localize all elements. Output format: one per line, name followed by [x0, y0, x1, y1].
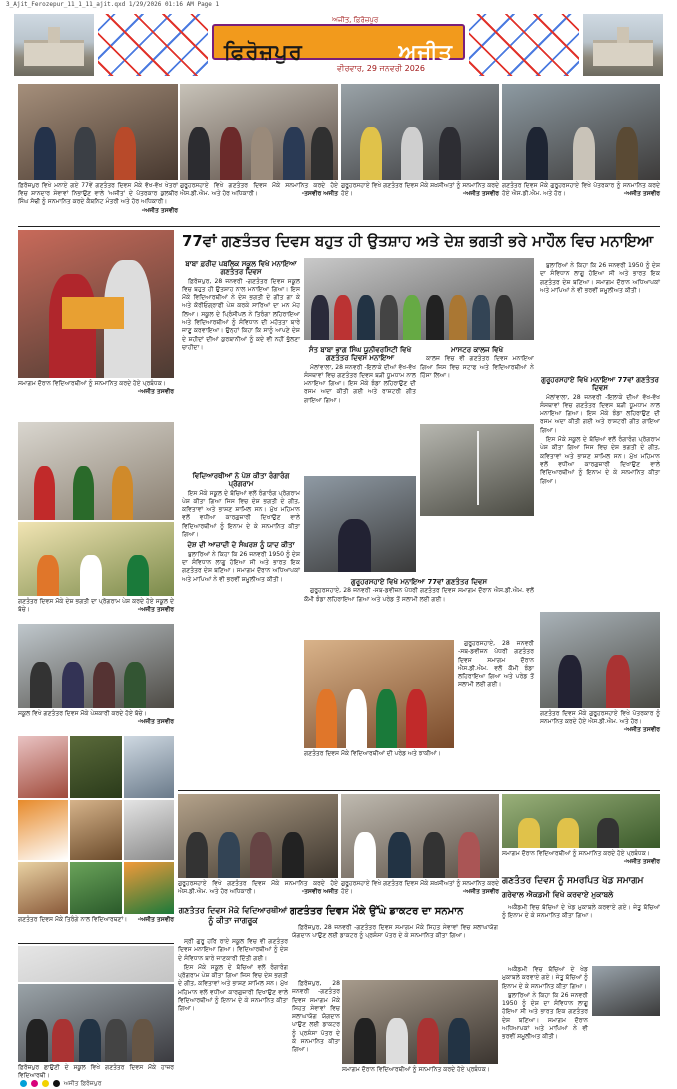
bottom-body-left: ਸ੍ਰੀ ਗੁਰੂ ਹਰਿ ਰਾਏ ਸਕੂਲ ਵਿਚ ਵੀ ਗਣਤੰਤਰ ਦਿਵਸ ਮਨਾਇਆ ਗਿਆ। ਵਿਦਿਆਰਥੀਆਂ ਨੂੰ ਦੇਸ਼ ਦੇ ਸੰਵਿਧਾਨ ਬਾਰੇ ਜਾਣਕਾਰੀ ਦਿੱਤੀ ਗਈ।	[178, 938, 288, 962]
registration-black-icon	[53, 1080, 60, 1087]
masthead-pattern-left	[98, 14, 208, 76]
side-subhead-3: ਗੁਰੂਹਰਸਹਾਏ ਵਿਖੇ ਮਨਾਇਆ 77ਵਾਂ ਗਣਤੰਤਰ ਦਿਵਸ	[350, 578, 488, 586]
side-body-3: ਗੁਰੂਹਰਸਹਾਏ, 28 ਜਨਵਰੀ -ਸਬ-ਡਵੀਜ਼ਨ ਪੱਧਰੀ ਗਣਤੰਤਰ ਦਿਵਸ ਸਮਾਗਮ ਦੌਰਾਨ ਐਸ.ਡੀ.ਐਮ. ਵਲੋਂ ਕੌਮੀ ਝੰਡਾ ਲਹਿਰਾਇਆ ਗਿਆ ਅਤੇ ਪਰੇਡ ਤੋਂ ਸਲਾਮੀ ਲਈ ਗਈ।	[304, 587, 534, 603]
photo-left-school	[18, 624, 174, 708]
side-story-col2	[420, 344, 534, 422]
side-subhead-2: ਮਾਸਟਰ ਕਾਲਜ ਵਿਖੇ	[450, 346, 504, 354]
caption-mid-1: ਸਮਾਗਮ ਦੌਰਾਨ ਵਿਦਿਆਰਥੀਆਂ ਨੂੰ ਸਨਮਾਨਿਤ ਕਰਦੇ ਹੋਏ ਪ੍ਰਬੰਧਕ। -ਅਜੀਤ ਤਸਵੀਰ	[18, 380, 174, 396]
divider-top	[18, 226, 660, 227]
divider-mid	[178, 790, 660, 791]
photo-grid-3	[124, 736, 174, 798]
photo-bottom-2	[341, 794, 499, 878]
caption-top-3: ਗੁਰੂਹਰਸਹਾਏ ਵਿਖੇ ਗਣਤੰਤਰ ਦਿਵਸ ਮੌਕੇ ਸ਼ਖ਼ਸੀਅਤਾਂ ਨੂੰ ਸਨਮਾਨਿਤ ਕਰਦੇ ਹੋਏ। -ਅਜੀਤ ਤਸਵੀਰ	[341, 182, 499, 198]
registration-magenta-icon	[31, 1080, 38, 1087]
masthead	[14, 14, 663, 76]
masthead-banner	[212, 24, 465, 64]
caption-bottom-1: ਗੁਰੂਹਰਸਹਾਏ ਵਿਖੇ ਗਣਤੰਤਰ ਦਿਵਸ ਮੌਕੇ ਸਨਮਾਨਿਤ ਕਰਦੇ ਹੋਏ ਐਸ.ਡੀ.ਐਮ. ਅਤੇ ਹੋਰ ਅਧਿਕਾਰੀ। -ਤਸਵੀਰ ਅਜੀਤ	[178, 880, 338, 896]
photo-grid-9	[124, 862, 174, 914]
caption-top-2: ਗੁਰੂਹਰਸਹਾਏ ਵਿਖੇ ਗਣਤੰਤਰ ਦਿਵਸ ਮੌਕੇ ਸਨਮਾਨਿਤ ਕਰਦੇ ਹੋਏ ਐਸ.ਡੀ.ਐਮ. ਅਤੇ ਹੋਰ ਅਧਿਕਾਰੀ। -ਤਸਵੀਰ ਅਜੀਤ	[180, 182, 338, 198]
caption-bottom-4: ਸਮਾਗਮ ਦੌਰਾਨ ਵਿਦਿਆਰਥੀਆਂ ਨੂੰ ਸਨਮਾਨਿਤ ਕਰਦੇ ਹੋਏ ਪ੍ਰਬੰਧਕ।	[342, 1066, 490, 1073]
masthead-title-paper: ਅਜੀਤ	[398, 40, 453, 64]
photo-grid-4	[18, 800, 68, 860]
photo-top-3	[341, 84, 499, 180]
photo-grid-5	[70, 800, 122, 860]
masthead-building-photo-left	[14, 14, 94, 76]
bottom-subhead-right: ਗਰੇਵਾਲ ਐਕਡਮੀ ਵਿਖੇ ਕਰਵਾਏ ਮੁਕਾਬਲੇ	[502, 890, 614, 899]
right-subhead: ਗੁਰੂਹਰਸਹਾਏ ਵਿਖੇ ਮਨਾਇਆ 77ਵਾਂ ਗਣਤੰਤਰ ਦਿਵਸ	[541, 376, 659, 393]
side-story-col1	[304, 344, 416, 474]
main-body-1: ਫ਼ਿਰੋਜ਼ਪੁਰ, 28 ਜਨਵਰੀ -ਗਣਤੰਤਰ ਦਿਵਸ ਸਕੂਲ ਵਿਚ ਬਹੁਤ ਹੀ ਉਤਸ਼ਾਹ ਨਾਲ ਮਨਾਇਆ ਗਿਆ। ਇਸ ਮੌਕੇ ਵਿਦਿਆਰਥੀਆਂ ਨੇ ਦੇਸ਼ ਭਗਤੀ ਦੇ ਗੀਤ ਗਾ ਕੇ ਅਤੇ ਕੋਰੀਓਗ੍ਰਾਫੀ ਪੇਸ਼ ਕਰਕੇ ਸਾਰਿਆਂ ਦਾ ਮਨ ਮੋਹ ਲਿਆ। ਸਕੂਲ ਦੇ ਪ੍ਰਿੰਸੀਪਲ ਨੇ ਤਿਰੰਗਾ ਲਹਿਰਾਇਆ ਅਤੇ ਵਿਦਿਆਰਥੀਆਂ ਨੂੰ ਸੰਵਿਧਾਨ ਦੀ ਮਹੱਤਤਾ ਬਾਰੇ ਜਾਣੂ ਕਰਵਾਇਆ। ਉਨ੍ਹਾਂ ਕਿਹਾ ਕਿ ਸਾਨੂੰ ਆਪਣੇ ਦੇਸ਼ ਦੇ ਸ਼ਹੀਦਾਂ ਦੀਆਂ ਕੁਰਬਾਨੀਆਂ ਨੂੰ ਕਦੇ ਵੀ ਨਹੀਂ ਭੁੱਲਣਾ ਚਾਹੀਦਾ।	[182, 277, 300, 351]
registration-yellow-icon	[42, 1080, 49, 1087]
masthead-subtitle: ਅਜੀਤ, ਫ਼ਿਰੋਜ਼ਪੁਰ	[332, 16, 379, 24]
masthead-title-city: ਫਿਰੋਜ਼ਪੁਰ	[224, 40, 303, 64]
page-footer	[0, 1078, 677, 1089]
photo-left-dance	[18, 522, 174, 596]
bottom-body-right-3: ਬੁਲਾਰਿਆਂ ਨੇ ਕਿਹਾ ਕਿ 26 ਜਨਵਰੀ 1950 ਨੂੰ ਦੇਸ਼ ਦਾ ਸੰਵਿਧਾਨ ਲਾਗੂ ਹੋਇਆ ਸੀ ਅਤੇ ਭਾਰਤ ਇਕ ਗਣਤੰਤਰ ਦੇਸ਼ ਬਣਿਆ। ਸਮਾਗਮ ਦੌਰਾਨ ਅਧਿਆਪਕਾਂ ਅਤੇ ਮਾਪਿਆਂ ਨੇ ਵੀ ਭਰਵੀਂ ਸ਼ਮੂਲੀਅਤ ਕੀਤੀ।	[502, 991, 588, 1041]
right-col-1	[540, 262, 660, 372]
photo-bottom-doctor	[342, 980, 498, 1064]
photo-left-feature	[18, 230, 174, 378]
caption-mid-4: ਗਣਤੰਤਰ ਦਿਵਸ ਮੌਕੇ ਤਿਰੰਗੇ ਨਾਲ ਵਿਦਿਆਰਥਣਾਂ। -ਅਜੀਤ ਤਸਵੀਰ	[18, 916, 174, 923]
masthead-pattern-right	[469, 14, 579, 76]
photo-left-kids	[18, 422, 174, 520]
main-subhead-2: ਵਿਦਿਆਰਥੀਆਂ ਨੇ ਪੇਸ਼ ਕੀਤਾ ਰੰਗਾਰੰਗ ਪ੍ਰੋਗਰਾਮ	[192, 472, 290, 489]
masthead-title-block	[212, 14, 465, 76]
caption-mid-2: ਗਣਤੰਤਰ ਦਿਵਸ ਮੌਕੇ ਦੇਸ਼ ਭਗਤੀ ਦਾ ਪ੍ਰੋਗਰਾਮ ਪੇਸ਼ ਕਰਦੇ ਹੋਏ ਸਕੂਲ ਦੇ ਬੱਚੇ। -ਅਜੀਤ ਤਸਵੀਰ	[18, 598, 174, 614]
main-subhead-3: ਦੇਸ਼ ਦੀ ਆਜ਼ਾਦੀ ਦੇ ਸੰਘਰਸ਼ ਨੂੰ ਯਾਦ ਕੀਤਾ	[187, 541, 295, 550]
bottom-body-right: ਅਕੈਡਮੀ ਵਿਚ ਬੱਚਿਆਂ ਦੇ ਖੇਡ ਮੁਕਾਬਲੇ ਕਰਵਾਏ ਗਏ। ਜੇਤੂ ਬੱਚਿਆਂ ਨੂੰ ਇਨਾਮ ਦੇ ਕੇ ਸਨਮਾਨਿਤ ਕੀਤਾ ਗਿਆ।	[502, 904, 660, 920]
bottom-headline-left: ਗਣਤੰਤਰ ਦਿਵਸ ਮੌਕੇ ਵਿਦਿਆਰਥੀਆਂ ਨੂੰ ਕੀਤਾ ਜਾਗਰੂਕ	[178, 906, 288, 925]
footer-text: ਅਜੀਤ ਫ਼ਿਰੋਜ਼ਪੁਰ	[63, 1080, 102, 1087]
right-body-1: ਬੁਲਾਰਿਆਂ ਨੇ ਕਿਹਾ ਕਿ 26 ਜਨਵਰੀ 1950 ਨੂੰ ਦੇਸ਼ ਦਾ ਸੰਵਿਧਾਨ ਲਾਗੂ ਹੋਇਆ ਸੀ ਅਤੇ ਭਾਰਤ ਇਕ ਗਣਤੰਤਰ ਦੇਸ਼ ਬਣਿਆ। ਸਮਾਗਮ ਦੌਰਾਨ ਅਧਿਆਪਕਾਂ ਅਤੇ ਮਾਪਿਆਂ ਨੇ ਵੀ ਭਰਵੀਂ ਸ਼ਮੂਲੀਅਤ ਕੀਤੀ।	[540, 262, 660, 294]
photo-grid-7	[18, 862, 68, 914]
photo-main-group	[304, 258, 534, 340]
photo-grid-6	[124, 800, 174, 860]
photo-bottom-3	[502, 794, 660, 848]
bottom-body-mid: ਫ਼ਿਰੋਜ਼ਪੁਰ, 28 ਜਨਵਰੀ -ਗਣਤੰਤਰ ਦਿਵਸ ਸਮਾਗਮ ਮੌਕੇ ਸਿਹਤ ਸੇਵਾਵਾਂ ਵਿਚ ਸ਼ਲਾਘਾਯੋਗ ਯੋਗਦਾਨ ਪਾਉਣ ਲਈ ਡਾਕਟਰ ਨੂੰ ਪ੍ਰਸ਼ੰਸਾ ਪੱਤਰ ਦੇ ਕੇ ਸਨਮਾਨਿਤ ਕੀਤਾ ਗਿਆ।	[292, 924, 498, 940]
side-body-2: ਕਾਲਜ ਵਿਚ ਵੀ ਗਣਤੰਤਰ ਦਿਵਸ ਮਨਾਇਆ ਗਿਆ ਜਿਸ ਵਿਚ ਸਟਾਫ ਅਤੇ ਵਿਦਿਆਰਥੀਆਂ ਨੇ ਹਿੱਸਾ ਲਿਆ।	[420, 355, 534, 379]
bottom-col-right	[502, 904, 660, 964]
bottom-headline-right: ਗਣਤੰਤਰ ਦਿਵਸ ਨੂੰ ਸਮਰਪਿਤ ਖੇਡ ਸਮਾਗਮ	[502, 876, 644, 886]
masthead-date: ਵੀਰਵਾਰ, 29 ਜਨਵਰੀ 2026	[337, 64, 425, 73]
main-story-col1	[182, 258, 300, 468]
bottom-body-mid-2: ਫ਼ਿਰੋਜ਼ਪੁਰ, 28 ਜਨਵਰੀ -ਗਣਤੰਤਰ ਦਿਵਸ ਸਮਾਗਮ ਮੌਕੇ ਸਿਹਤ ਸੇਵਾਵਾਂ ਵਿਚ ਸ਼ਲਾਘਾਯੋਗ ਯੋਗਦਾਨ ਪਾਉਣ ਲਈ ਡਾਕਟਰ ਨੂੰ ਪ੍ਰਸ਼ੰਸਾ ਪੱਤਰ ਦੇ ਕੇ ਸਨਮਾਨਿਤ ਕੀਤਾ ਗਿਆ।	[292, 980, 340, 1054]
photo-grid-8	[70, 862, 122, 914]
registration-cyan-icon	[20, 1080, 27, 1087]
file-info-line: 3_Ajit_Ferozepur_11_1_11_ajit.qxd 1/29/2026 01:16 AM Page 1	[6, 1, 220, 8]
side-story-col3	[304, 576, 534, 636]
bottom-col-mid	[292, 924, 498, 978]
photo-top-1	[18, 84, 178, 180]
photo-top-2	[180, 84, 338, 180]
right-body-2: ਮੱਲਾਂਵਾਲਾ, 28 ਜਨਵਰੀ -ਇਲਾਕੇ ਦੀਆਂ ਵੱਖ-ਵੱਖ ਸੰਸਥਾਵਾਂ ਵਿਚ ਗਣਤੰਤਰ ਦਿਵਸ ਬੜੀ ਧੂਮਧਾਮ ਨਾਲ ਮਨਾਇਆ ਗਿਆ। ਇਸ ਮੌਕੇ ਝੰਡਾ ਲਹਿਰਾਉਣ ਦੀ ਰਸਮ ਅਦਾ ਕੀਤੀ ਗਈ ਅਤੇ ਰਾਸ਼ਟਰੀ ਗੀਤ ਗਾਇਆ ਗਿਆ।	[540, 393, 660, 434]
main-body-3: ਬੁਲਾਰਿਆਂ ਨੇ ਕਿਹਾ ਕਿ 26 ਜਨਵਰੀ 1950 ਨੂੰ ਦੇਸ਼ ਦਾ ਸੰਵਿਧਾਨ ਲਾਗੂ ਹੋਇਆ ਸੀ ਅਤੇ ਭਾਰਤ ਇਕ ਗਣਤੰਤਰ ਦੇਸ਼ ਬਣਿਆ। ਸਮਾਗਮ ਦੌਰਾਨ ਅਧਿਆਪਕਾਂ ਅਤੇ ਮਾਪਿਆਂ ਨੇ ਵੀ ਭਰਵੀਂ ਸ਼ਮੂਲੀਅਤ ਕੀਤੀ।	[182, 550, 300, 583]
side-body-4: ਗੁਰੂਹਰਸਹਾਏ, 28 ਜਨਵਰੀ -ਸਬ-ਡਵੀਜ਼ਨ ਪੱਧਰੀ ਗਣਤੰਤਰ ਦਿਵਸ ਸਮਾਗਮ ਦੌਰਾਨ ਐਸ.ਡੀ.ਐਮ. ਵਲੋਂ ਕੌਮੀ ਝੰਡਾ ਲਹਿਰਾਇਆ ਗਿਆ ਅਤੇ ਪਰੇਡ ਤੋਂ ਸਲਾਮੀ ਲਈ ਗਈ।	[458, 640, 534, 689]
main-subhead-1: ਬਾਬਾ ਫ਼ਰੀਦ ਪਬਲਿਕ ਸਕੂਲ ਵਿਖੇ ਮਨਾਇਆ ਗਣਤੰਤਰ ਦਿਵਸ	[185, 260, 297, 277]
main-body-2: ਇਸ ਮੌਕੇ ਸਕੂਲ ਦੇ ਬੱਚਿਆਂ ਵਲੋਂ ਰੰਗਾਰੰਗ ਪ੍ਰੋਗਰਾਮ ਪੇਸ਼ ਕੀਤਾ ਗਿਆ ਜਿਸ ਵਿਚ ਦੇਸ਼ ਭਗਤੀ ਦੇ ਗੀਤ, ਕਵਿਤਾਵਾਂ ਅਤੇ ਭਾਸ਼ਣ ਸ਼ਾਮਿਲ ਸਨ। ਮੁੱਖ ਮਹਿਮਾਨ ਵਲੋਂ ਵਧੀਆ ਕਾਰਗੁਜ਼ਾਰੀ ਦਿਖਾਉਣ ਵਾਲੇ ਵਿਦਿਆਰਥੀਆਂ ਨੂੰ ਇਨਾਮ ਦੇ ਕੇ ਸਨਮਾਨਿਤ ਕੀਤਾ ਗਿਆ।	[182, 489, 300, 539]
bottom-body-left-2: ਇਸ ਮੌਕੇ ਸਕੂਲ ਦੇ ਬੱਚਿਆਂ ਵਲੋਂ ਰੰਗਾਰੰਗ ਪ੍ਰੋਗਰਾਮ ਪੇਸ਼ ਕੀਤਾ ਗਿਆ ਜਿਸ ਵਿਚ ਦੇਸ਼ ਭਗਤੀ ਦੇ ਗੀਤ, ਕਵਿਤਾਵਾਂ ਅਤੇ ਭਾਸ਼ਣ ਸ਼ਾਮਿਲ ਸਨ। ਮੁੱਖ ਮਹਿਮਾਨ ਵਲੋਂ ਵਧੀਆ ਕਾਰਗੁਜ਼ਾਰੀ ਦਿਖਾਉਣ ਵਾਲੇ ਵਿਦਿਆਰਥੀਆਂ ਨੂੰ ਇਨਾਮ ਦੇ ਕੇ ਸਨਮਾਨਿਤ ਕੀਤਾ ਗਿਆ।	[178, 963, 288, 1013]
caption-mid-6: ਗਣਤੰਤਰ ਦਿਵਸ ਮੌਕੇ ਵਿਦਿਆਰਥੀਆਂ ਦੀ ਪਰੇਡ ਅਤੇ ਝਾਕੀਆਂ।	[304, 750, 441, 757]
caption-mid-3: ਸਕੂਲ ਵਿਖੇ ਗਣਤੰਤਰ ਦਿਵਸ ਮੌਕੇ ਪੇਸ਼ਕਾਰੀ ਕਰਦੇ ਹੋਏ ਬੱਚੇ। -ਅਜੀਤ ਤਸਵੀਰ	[18, 710, 174, 726]
right-col-2	[540, 374, 660, 596]
divider-left	[18, 943, 174, 944]
photo-top-4	[502, 84, 660, 180]
caption-mid-5: ਫ਼ਿਰੋਜ਼ਪੁਰ ਛਾਉਣੀ ਦੇ ਸਕੂਲ ਵਿਖੇ ਗਣਤੰਤਰ ਦਿਵਸ ਮੌਕੇ ਹਾਜ਼ਰ ਵਿਦਿਆਰਥੀ।	[18, 1064, 174, 1080]
bottom-col-left	[178, 938, 288, 1074]
photo-bottom-sports	[592, 966, 660, 1016]
side-subhead-1: ਸੰਤ ਬਾਬਾ ਭਾਗ ਸਿੰਘ ਯੂਨੀਵਰਸਿਟੀ ਵਿਖੇ ਗਣਤੰਤਰ ਦਿਵਸ ਮਨਾਇਆ	[308, 346, 412, 363]
photo-left-group	[18, 984, 174, 1062]
photo-university	[304, 476, 416, 572]
bottom-headline-mid: ਗਣਤੰਤਰ ਦਿਵਸ ਮੌਕੇ ਉੱਘੇ ਡਾਕਟਰ ਦਾ ਸਨਮਾਨ	[290, 906, 464, 917]
photo-stage-program	[304, 640, 454, 748]
bottom-body-right-2: ਅਕੈਡਮੀ ਵਿਚ ਬੱਚਿਆਂ ਦੇ ਖੇਡ ਮੁਕਾਬਲੇ ਕਰਵਾਏ ਗਏ। ਜੇਤੂ ਬੱਚਿਆਂ ਨੂੰ ਇਨਾਮ ਦੇ ਕੇ ਸਨਮਾਨਿਤ ਕੀਤਾ ਗਿਆ।	[502, 966, 588, 990]
caption-bottom-2: ਗੁਰੂਹਰਸਹਾਏ ਵਿਖੇ ਗਣਤੰਤਰ ਦਿਵਸ ਮੌਕੇ ਸ਼ਖ਼ਸੀਅਤਾਂ ਨੂੰ ਸਨਮਾਨਿਤ ਕਰਦੇ ਹੋਏ। -ਅਜੀਤ ਤਸਵੀਰ	[341, 880, 499, 896]
caption-top-1: ਫ਼ਿਰੋਜ਼ਪੁਰ ਵਿਖੇ ਮਨਾਏ ਗਏ 77ਵੇਂ ਗਣਤੰਤਰ ਦਿਵਸ ਮੌਕੇ ਵੱਖ-ਵੱਖ ਖੇਤਰਾਂ ਵਿਚ ਸ਼ਾਨਦਾਰ ਸੇਵਾਵਾਂ ਨਿਭਾਉਣ ਵਾਲੇ 'ਅਜੀਤ' ਦੇ ਪੱਤਰਕਾਰ ਕੁਲਬੀਰ ਸਿੰਘ ਸੋਢੀ ਨੂੰ ਸਨਮਾਨਿਤ ਕਰਦੇ ਕੈਬਨਿਟ ਮੰਤਰੀ ਅਤੇ ਹੋਰ ਅਧਿਕਾਰੀ। -ਅਜੀਤ ਤਸਵੀਰ	[18, 182, 178, 214]
photo-left-building	[18, 946, 174, 982]
main-headline: 77ਵਾਂ ਗਣਤੰਤਰ ਦਿਵਸ ਬਹੁਤ ਹੀ ਉਤਸ਼ਾਹ ਅਤੇ ਦੇਸ਼ ਭਗਤੀ ਭਰੇ ਮਾਹੌਲ ਵਿਚ ਮਨਾਇਆ	[182, 232, 654, 250]
photo-right-ceremony	[540, 612, 660, 708]
bottom-col-mid-2	[292, 980, 340, 1064]
photo-grid-2	[70, 736, 122, 798]
caption-bottom-3: ਸਮਾਗਮ ਦੌਰਾਨ ਵਿਦਿਆਰਥੀਆਂ ਨੂੰ ਸਨਮਾਨਿਤ ਕਰਦੇ ਹੋਏ ਪ੍ਰਬੰਧਕ। -ਅਜੀਤ ਤਸਵੀਰ	[502, 850, 660, 866]
photo-grid-1	[18, 736, 68, 798]
photo-bottom-1	[178, 794, 338, 878]
main-story-col2	[182, 470, 300, 810]
side-story-col4	[458, 640, 534, 790]
bottom-col-right-2	[502, 966, 588, 1074]
caption-top-4: ਗਣਤੰਤਰ ਦਿਵਸ ਮੌਕੇ ਗੁਰੂਹਰਸਹਾਏ ਵਿਖੇ ਪੱਤਰਕਾਰ ਨੂੰ ਸਨਮਾਨਿਤ ਕਰਦੇ ਹੋਏ ਐਸ.ਡੀ.ਐਮ. ਅਤੇ ਹੋਰ। -ਅਜੀਤ ਤਸਵੀਰ	[502, 182, 660, 198]
right-body-3: ਇਸ ਮੌਕੇ ਸਕੂਲ ਦੇ ਬੱਚਿਆਂ ਵਲੋਂ ਰੰਗਾਰੰਗ ਪ੍ਰੋਗਰਾਮ ਪੇਸ਼ ਕੀਤਾ ਗਿਆ ਜਿਸ ਵਿਚ ਦੇਸ਼ ਭਗਤੀ ਦੇ ਗੀਤ, ਕਵਿਤਾਵਾਂ ਅਤੇ ਭਾਸ਼ਣ ਸ਼ਾਮਿਲ ਸਨ। ਮੁੱਖ ਮਹਿਮਾਨ ਵਲੋਂ ਵਧੀਆ ਕਾਰਗੁਜ਼ਾਰੀ ਦਿਖਾਉਣ ਵਾਲੇ ਵਿਦਿਆਰਥੀਆਂ ਨੂੰ ਇਨਾਮ ਦੇ ਕੇ ਸਨਮਾਨਿਤ ਕੀਤਾ ਗਿਆ।	[540, 436, 660, 485]
masthead-building-photo-right	[583, 14, 663, 76]
photo-flag-hoisting	[420, 424, 534, 516]
side-body-1: ਮੱਲਾਂਵਾਲਾ, 28 ਜਨਵਰੀ -ਇਲਾਕੇ ਦੀਆਂ ਵੱਖ-ਵੱਖ ਸੰਸਥਾਵਾਂ ਵਿਚ ਗਣਤੰਤਰ ਦਿਵਸ ਬੜੀ ਧੂਮਧਾਮ ਨਾਲ ਮਨਾਇਆ ਗਿਆ। ਇਸ ਮੌਕੇ ਝੰਡਾ ਲਹਿਰਾਉਣ ਦੀ ਰਸਮ ਅਦਾ ਕੀਤੀ ਗਈ ਅਤੇ ਰਾਸ਼ਟਰੀ ਗੀਤ ਗਾਇਆ ਗਿਆ।	[304, 363, 416, 404]
caption-right-1: ਗਣਤੰਤਰ ਦਿਵਸ ਮੌਕੇ ਗੁਰੂਹਰਸਹਾਏ ਵਿਖੇ ਪੱਤਰਕਾਰ ਨੂੰ ਸਨਮਾਨਿਤ ਕਰਦੇ ਹੋਏ ਐਸ.ਡੀ.ਐਮ. ਅਤੇ ਹੋਰ। -ਅਜੀਤ ਤਸਵੀਰ	[540, 710, 660, 734]
